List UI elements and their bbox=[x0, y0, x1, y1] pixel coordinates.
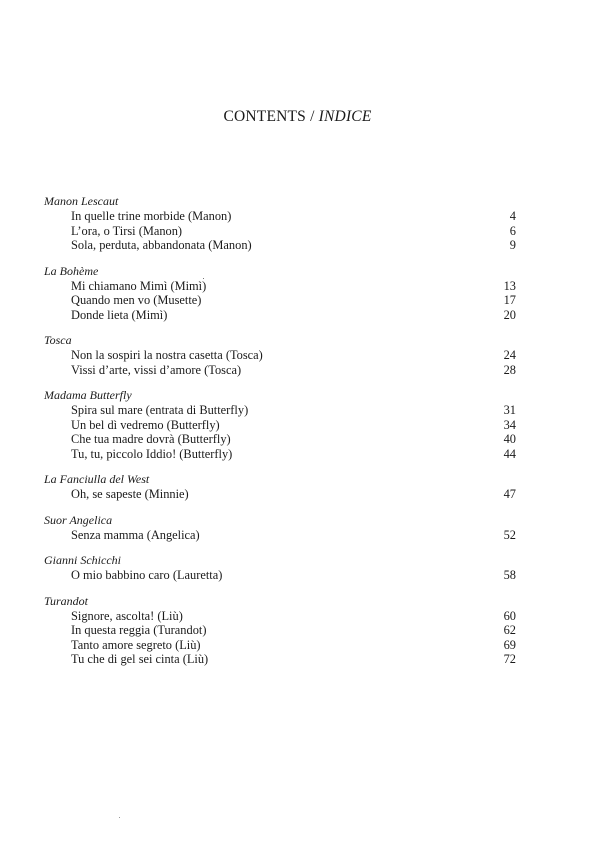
opera-title: La Bohème bbox=[44, 263, 99, 278]
page-number: 58 bbox=[503, 568, 516, 582]
page-number: 28 bbox=[503, 362, 516, 377]
toc-entry[interactable] bbox=[44, 279, 516, 294]
opera-title: Tosca bbox=[44, 333, 72, 347]
page-number: 47 bbox=[503, 487, 516, 501]
toc-section bbox=[44, 387, 516, 461]
aria-title: Un bel dì vedremo (Butterfly) bbox=[71, 417, 220, 432]
toc-entry[interactable] bbox=[44, 623, 516, 638]
toc-section bbox=[44, 512, 516, 543]
opera-title: Suor Angelica bbox=[44, 512, 113, 527]
speck bbox=[203, 278, 204, 279]
toc-entry[interactable] bbox=[44, 209, 516, 224]
page-number: 24 bbox=[503, 348, 516, 362]
aria-title: Tanto amore segreto (Liù) bbox=[71, 637, 201, 652]
opera-title: La Fanciulla del West bbox=[44, 472, 150, 486]
toc-section bbox=[44, 263, 516, 323]
aria-title: Vissi d’arte, vissi d’amore (Tosca) bbox=[71, 362, 242, 377]
aria-title: Spira sul mare (entrata di Butterfly) bbox=[71, 403, 249, 417]
page-number: 62 bbox=[503, 623, 516, 637]
page-title-italic: INDICE bbox=[318, 108, 372, 125]
aria-title: O mio babbino caro (Lauretta) bbox=[71, 568, 223, 582]
aria-title: Tu che di gel sei cinta (Liù) bbox=[71, 652, 209, 666]
toc-entry[interactable] bbox=[44, 609, 516, 624]
toc-entry[interactable] bbox=[44, 238, 516, 253]
page-number: 20 bbox=[503, 307, 516, 322]
toc-entry[interactable] bbox=[44, 308, 516, 323]
aria-title: Oh, se sapeste (Minnie) bbox=[71, 487, 189, 501]
page-number: 13 bbox=[503, 278, 516, 293]
toc-entry[interactable] bbox=[44, 224, 516, 239]
page-number: 60 bbox=[503, 608, 516, 623]
page-number: 17 bbox=[503, 293, 516, 307]
aria-title: Sola, perduta, abbandonata (Manon) bbox=[71, 238, 252, 252]
speck bbox=[119, 817, 120, 818]
page-number: 52 bbox=[503, 527, 516, 542]
page-number: 9 bbox=[509, 238, 516, 252]
aria-title: Tu, tu, piccolo Iddio! (Butterfly) bbox=[71, 446, 233, 461]
toc-entry[interactable] bbox=[44, 487, 516, 502]
toc-entry[interactable] bbox=[44, 447, 516, 462]
toc-section bbox=[44, 552, 516, 583]
aria-title: Donde lieta (Mimì) bbox=[71, 307, 168, 322]
aria-title: Che tua madre dovrà (Butterfly) bbox=[71, 432, 231, 446]
page-number: 6 bbox=[509, 223, 516, 238]
toc-entry[interactable] bbox=[44, 418, 516, 433]
page-number: 72 bbox=[503, 652, 516, 666]
toc-entry[interactable] bbox=[44, 528, 516, 543]
page-title bbox=[0, 108, 595, 126]
opera-title: Turandot bbox=[44, 593, 89, 608]
aria-title: Signore, ascolta! (Liù) bbox=[71, 608, 183, 623]
opera-title: Gianni Schicchi bbox=[44, 553, 121, 567]
toc-entry[interactable] bbox=[44, 638, 516, 653]
page-number: 40 bbox=[503, 432, 516, 446]
toc-entry[interactable] bbox=[44, 293, 516, 308]
toc-entry[interactable] bbox=[44, 652, 516, 667]
aria-title: L’ora, o Tirsi (Manon) bbox=[71, 223, 183, 238]
toc-section bbox=[44, 332, 516, 377]
toc-entry[interactable] bbox=[44, 403, 516, 418]
aria-title: Mi chiamano Mimì (Mimì) bbox=[71, 278, 207, 293]
table-of-contents bbox=[44, 193, 516, 677]
aria-title: Quando men vo (Musette) bbox=[71, 293, 202, 307]
toc-section bbox=[44, 193, 516, 253]
opera-title: Manon Lescaut bbox=[44, 194, 119, 208]
aria-title: In questa reggia (Turandot) bbox=[71, 623, 207, 637]
page-number: 34 bbox=[503, 417, 516, 432]
page-title-main: CONTENTS / bbox=[223, 108, 319, 125]
toc-entry[interactable] bbox=[44, 363, 516, 378]
toc-section bbox=[44, 471, 516, 502]
aria-title: In quelle trine morbide (Manon) bbox=[71, 209, 232, 223]
toc-entry[interactable] bbox=[44, 432, 516, 447]
page-number: 31 bbox=[503, 403, 516, 417]
toc-section bbox=[44, 593, 516, 667]
page-number: 69 bbox=[503, 637, 516, 652]
page-number: 4 bbox=[509, 209, 516, 223]
aria-title: Non la sospiri la nostra casetta (Tosca) bbox=[71, 348, 263, 362]
page-number: 44 bbox=[503, 446, 516, 461]
toc-entry[interactable] bbox=[44, 348, 516, 363]
opera-title: Madama Butterfly bbox=[44, 388, 132, 402]
aria-title: Senza mamma (Angelica) bbox=[71, 527, 200, 542]
toc-entry[interactable] bbox=[44, 568, 516, 583]
